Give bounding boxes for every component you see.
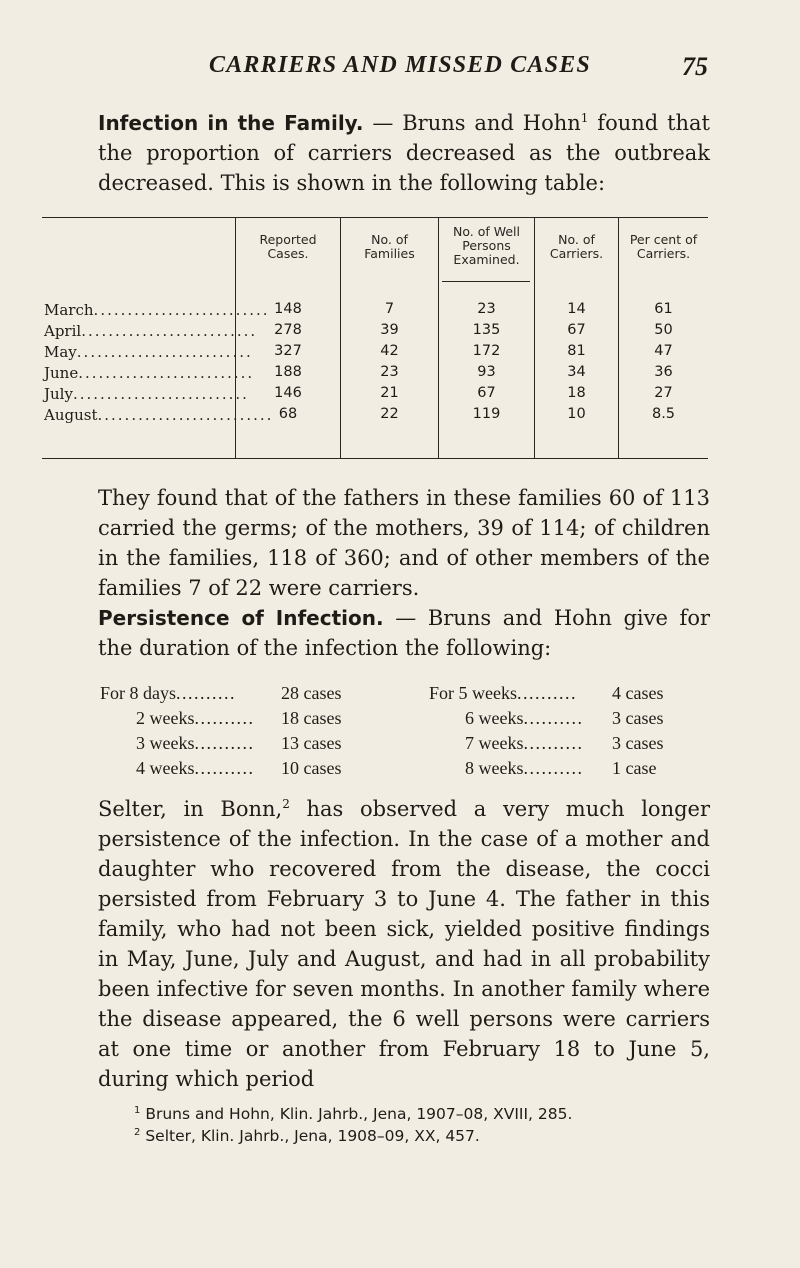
table-cell: 188 bbox=[274, 364, 302, 380]
leader-dots: .......... bbox=[523, 708, 584, 728]
duration-label bbox=[465, 708, 583, 729]
table-cell: 14 bbox=[567, 301, 586, 317]
duration-row bbox=[100, 708, 740, 733]
footnote-mark: 1 bbox=[134, 1104, 141, 1116]
intro-footnote-ref: 1 bbox=[580, 111, 589, 125]
duration-label-text: 8 weeks bbox=[465, 758, 524, 778]
leader-dots: .......... bbox=[523, 758, 584, 778]
column-header-line: Reported bbox=[259, 232, 317, 247]
table-cell: 135 bbox=[472, 322, 501, 338]
duration-label-text: 6 weeks bbox=[465, 708, 524, 728]
row-month-label: June bbox=[44, 364, 79, 382]
intro-lead: Infection in the Family. bbox=[98, 111, 364, 135]
column-header bbox=[619, 233, 708, 261]
row-month-label: August bbox=[44, 406, 98, 424]
footnote-text: Selter, Klin. Jahrb., Jena, 1908–09, XX, 457. bbox=[145, 1127, 480, 1145]
footnote-2 bbox=[134, 1125, 754, 1147]
duration-row bbox=[100, 733, 740, 758]
page-header bbox=[0, 52, 800, 92]
table-cell: 67 bbox=[567, 322, 586, 338]
leader-dots: .......................... bbox=[78, 364, 255, 382]
column-header-line: Per cent of bbox=[629, 232, 698, 247]
column-header-line: Cases. bbox=[267, 246, 309, 261]
table-cell: 327 bbox=[274, 343, 302, 359]
running-head: CARRIERS AND MISSED CASES bbox=[209, 52, 591, 78]
table-row bbox=[42, 301, 708, 322]
duration-value: 10 cases bbox=[281, 758, 342, 778]
leader-dots: .......................... bbox=[93, 301, 270, 319]
duration-label-text: For 5 weeks bbox=[429, 683, 517, 703]
duration-value: 18 cases bbox=[281, 708, 342, 728]
table-cell: 68 bbox=[278, 406, 298, 422]
column-header-line: Carriers. bbox=[636, 246, 691, 261]
leader-dots: .......................... bbox=[97, 406, 274, 424]
column-header-line: Persons bbox=[462, 238, 511, 253]
column-header-line: No. of bbox=[371, 232, 408, 247]
duration-value: 28 cases bbox=[281, 683, 342, 703]
leader-dots: .......... bbox=[523, 733, 584, 753]
selter-footnote-ref: 2 bbox=[282, 797, 290, 811]
duration-label-text: 7 weeks bbox=[465, 733, 524, 753]
row-month-label: April bbox=[44, 322, 82, 340]
intro-text-b: found that the proportion of carriers decreased as the outbreak decreased. This is shown in the following table: bbox=[98, 111, 710, 195]
column-header-line: Carriers. bbox=[549, 246, 604, 261]
table-cell: 42 bbox=[380, 343, 399, 359]
table-cell: 278 bbox=[274, 322, 302, 338]
leader-dots: .......... bbox=[194, 758, 255, 778]
duration-table bbox=[100, 683, 740, 783]
duration-value: 3 cases bbox=[612, 733, 664, 753]
duration-label bbox=[136, 733, 254, 754]
selter-paragraph bbox=[98, 794, 710, 1094]
duration-label bbox=[465, 733, 583, 754]
footnote-text: Bruns and Hohn, Klin. Jahrb., Jena, 1907–08, XVIII, 285. bbox=[145, 1105, 573, 1123]
duration-label bbox=[136, 758, 254, 779]
table-cell: 21 bbox=[380, 385, 399, 401]
leader-dots: .......................... bbox=[76, 343, 253, 361]
families-paragraph bbox=[98, 483, 710, 603]
table-cell: 93 bbox=[477, 364, 496, 380]
duration-label-text: For 8 days bbox=[100, 683, 176, 703]
table-cell: 119 bbox=[472, 406, 501, 422]
leader-dots: .......... bbox=[194, 708, 255, 728]
duration-label bbox=[429, 683, 577, 704]
table-cell: 22 bbox=[380, 406, 399, 422]
table-cell: 172 bbox=[472, 343, 501, 359]
row-month bbox=[44, 322, 258, 340]
duration-row bbox=[100, 758, 740, 783]
table-cell: 39 bbox=[380, 322, 399, 338]
persistence-text: — Bruns and Hohn give for the duration of the infection the following: bbox=[98, 606, 711, 660]
row-month-label: May bbox=[44, 343, 77, 361]
duration-label-text: 3 weeks bbox=[136, 733, 195, 753]
duration-value: 3 cases bbox=[612, 708, 664, 728]
duration-label bbox=[465, 758, 583, 779]
table-row bbox=[42, 343, 708, 364]
intro-text-a: — Bruns and Hohn bbox=[363, 111, 581, 135]
duration-label bbox=[136, 708, 254, 729]
footnote-mark: 2 bbox=[134, 1126, 141, 1138]
leader-dots: .......... bbox=[176, 683, 236, 703]
table-cell: 8.5 bbox=[651, 406, 676, 422]
duration-value: 1 case bbox=[612, 758, 657, 778]
row-month bbox=[44, 385, 249, 403]
table-cell: 10 bbox=[567, 406, 586, 422]
families-text: They found that of the fathers in these families 60 of 113 carried the germs; of the mothers, 39 of 114; of children in the families, 118 of 360; and of other members of the families 7 of 22 were carriers. bbox=[98, 486, 710, 600]
page-number: 75 bbox=[682, 52, 708, 81]
table-cell: 27 bbox=[654, 385, 673, 401]
persistence-lead: Persistence of Infection. bbox=[98, 606, 384, 630]
table-cell: 146 bbox=[274, 385, 302, 401]
table-cell: 18 bbox=[567, 385, 586, 401]
leader-dots: .......... bbox=[517, 683, 577, 703]
selter-text-a: Selter, in Bonn, bbox=[98, 797, 283, 821]
table-row bbox=[42, 364, 708, 385]
duration-label bbox=[100, 683, 236, 704]
duration-label-text: 2 weeks bbox=[136, 708, 195, 728]
intro-paragraph bbox=[98, 108, 710, 198]
table-cell: 47 bbox=[654, 343, 673, 359]
column-header bbox=[439, 225, 534, 267]
column-header-line: No. of bbox=[558, 232, 595, 247]
table-bottom-rule bbox=[42, 458, 708, 459]
column-header-line: No. of Well bbox=[452, 224, 520, 239]
column-header-line: Examined. bbox=[453, 252, 520, 267]
leader-dots: .......................... bbox=[81, 322, 258, 340]
table-header-underline bbox=[442, 281, 530, 282]
table-top-rule bbox=[42, 217, 708, 218]
table-cell: 36 bbox=[654, 364, 673, 380]
carriers-table bbox=[42, 217, 708, 459]
column-header bbox=[236, 233, 340, 261]
column-header-line: Families bbox=[364, 246, 415, 261]
leader-dots: .......................... bbox=[72, 385, 249, 403]
table-cell: 34 bbox=[567, 364, 586, 380]
table-cell: 81 bbox=[567, 343, 586, 359]
table-cell: 23 bbox=[477, 301, 496, 317]
row-month bbox=[44, 301, 270, 319]
selter-text-b: has observed a very much longer persistence of the infection. In the case of a mother and daughter who recovered from the disease, the cocci persisted from February 3 to June 4. The father in this family, who had not been sick, yielded positive findings in May, June, July and August, and had in all probability been infective for seven months. In another family where the disease appeared, the 6 well persons were carriers at one time or another from February 18 to June 5, during which period bbox=[98, 797, 711, 1091]
duration-value: 4 cases bbox=[612, 683, 664, 703]
duration-label-text: 4 weeks bbox=[136, 758, 195, 778]
table-cell: 7 bbox=[384, 301, 395, 317]
duration-row bbox=[100, 683, 740, 708]
table-cell: 61 bbox=[654, 301, 673, 317]
column-header bbox=[535, 233, 618, 261]
table-row bbox=[42, 406, 708, 427]
footnote-1 bbox=[134, 1103, 754, 1125]
row-month bbox=[44, 364, 255, 382]
table-cell: 23 bbox=[380, 364, 399, 380]
row-month bbox=[44, 343, 253, 361]
column-header bbox=[341, 233, 438, 261]
row-month-label: March bbox=[44, 301, 94, 319]
duration-value: 13 cases bbox=[281, 733, 342, 753]
table-row bbox=[42, 322, 708, 343]
table-row bbox=[42, 385, 708, 406]
table-cell: 50 bbox=[654, 322, 673, 338]
row-month-label: July bbox=[44, 385, 73, 403]
row-month bbox=[44, 406, 274, 424]
persistence-paragraph bbox=[98, 603, 710, 663]
table-cell: 148 bbox=[274, 301, 302, 317]
leader-dots: .......... bbox=[194, 733, 255, 753]
table-cell: 67 bbox=[477, 385, 496, 401]
